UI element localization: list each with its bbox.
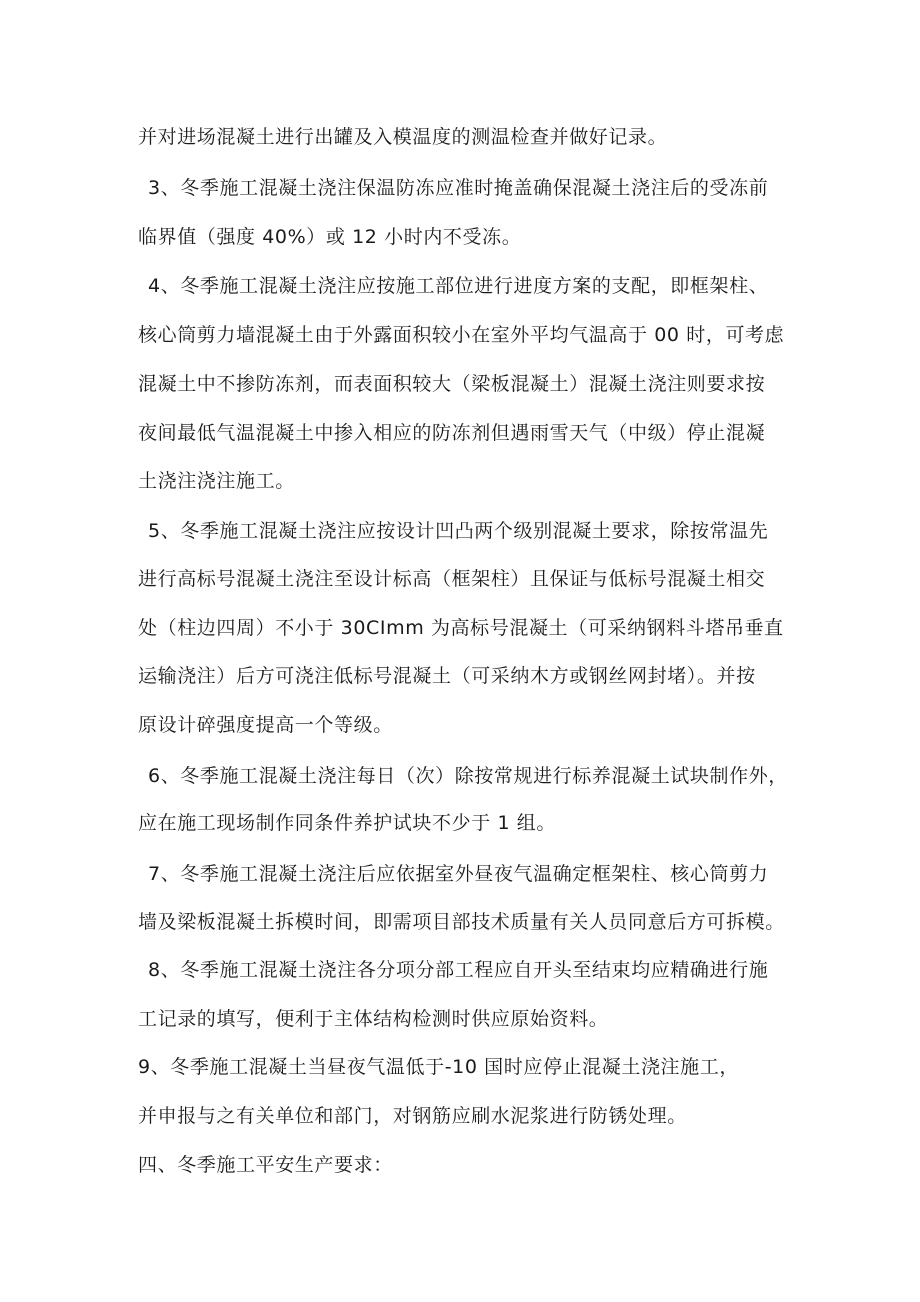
text-line-16: 7、冬季施工混凝土浇注后应依据室外昼夜气温确定框架柱、核心筒剪力	[148, 863, 769, 885]
text-line-18: 8、冬季施工混凝土浇注各分项分部工程应自开头至结束均应精确进行施	[148, 959, 769, 981]
text-line-20: 9、冬季施工混凝土当昼夜气温低于-10 国时应停止混凝土浇注施工，	[138, 1056, 739, 1078]
text-line-10: 进行高标号混凝土浇注至设计标高（框架柱）且保证与低标号混凝土相交	[138, 568, 766, 590]
text-line-14: 6、冬季施工混凝土浇注每日（次）除按常规进行标养混凝土试块制作外，	[148, 765, 788, 787]
text-line-15: 应在施工现场制作同条件养护试块不少于 1 组。	[138, 812, 556, 834]
section-heading: 四、冬季施工平安生产要求：	[138, 1154, 393, 1176]
text-line-12: 运输浇注）后方可浇注低标号混凝土（可采纳木方或钢丝网封堵）。并按	[138, 665, 756, 687]
text-line-2: 3、冬季施工混凝土浇注保温防冻应准时掩盖确保混凝土浇注后的受冻前	[148, 177, 769, 199]
text-line-19: 工记录的填写，便利于主体结构检测时供应原始资料。	[138, 1008, 609, 1030]
text-line-9: 5、冬季施工混凝土浇注应按设计凹凸两个级别混凝土要求，除按常温先	[148, 520, 769, 542]
text-line-5: 核心筒剪力墙混凝土由于外露面积较小在室外平均气温高于 00 时，可考虑	[138, 324, 785, 346]
text-line-21: 并申报与之有关单位和部门，对钢筋应刷水泥浆进行防锈处理。	[138, 1105, 687, 1127]
text-line-1: 并对进场混凝土进行出罐及入模温度的测温检查并做好记录。	[138, 126, 668, 148]
text-line-8: 土浇注浇注施工。	[138, 470, 295, 492]
text-line-6: 混凝土中不掺防冻剂，而表面积较大（梁板混凝土）混凝土浇注则要求按	[138, 373, 766, 395]
text-line-17: 墙及梁板混凝土拆模时间，即需项目部技术质量有关人员同意后方可拆模。	[138, 911, 785, 933]
text-line-3: 临界值（强度 40%）或 12 小时内不受冻。	[138, 226, 522, 248]
text-line-4: 4、冬季施工混凝土浇注应按施工部位进行进度方案的支配，即框架柱、	[148, 275, 769, 297]
text-line-11: 处（柱边四周）不小于 30CImm 为高标号混凝土（可采纳钢料斗塔吊垂直	[138, 617, 784, 639]
text-line-7: 夜间最低气温混凝土中掺入相应的防冻剂但遇雨雪天气（中级）停止混凝	[138, 422, 766, 444]
text-line-13: 原设计碎强度提高一个等级。	[138, 714, 393, 736]
